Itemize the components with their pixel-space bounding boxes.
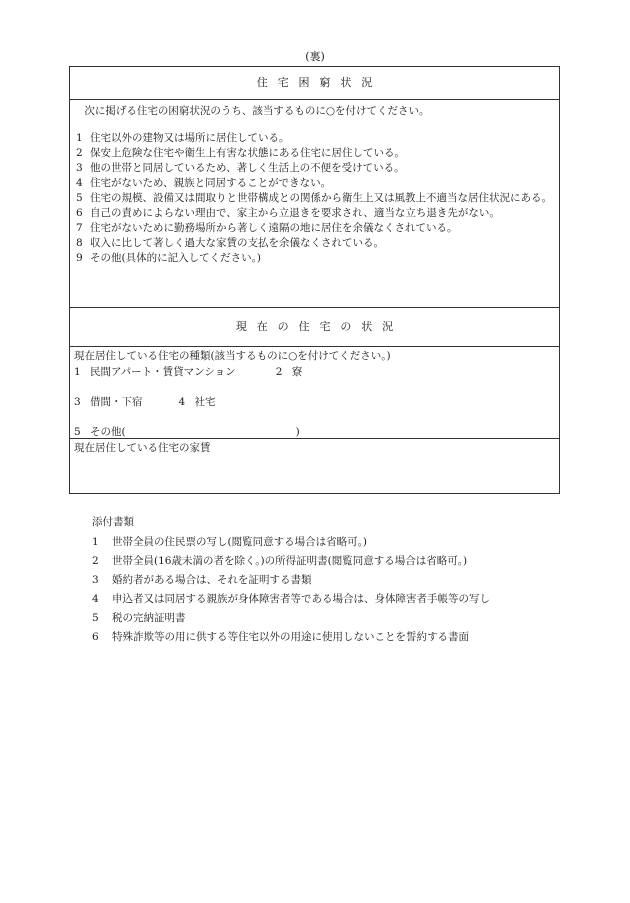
hardship-item[interactable] [76,176,553,191]
housing-type-prompt: 現在居住している住宅の種類(該当するものに○を付けてください。) [74,350,391,362]
attachment-number: 5 [92,612,99,624]
option-number: 2 [275,366,283,378]
housing-form-table [69,66,560,494]
hardship-item-text: 自己の責めによらない理由で、家主から立退きを要求され、適当な立ち退き先がない。 [90,206,500,219]
attachments-heading: 添付書類 [92,516,134,528]
option-label: その他( [90,426,126,438]
attachment-text: 税の完納証明書 [112,612,186,624]
attachment-text: 特殊詐欺等の用に供する等住宅以外の用途に使用しないことを誓約する書面 [112,631,469,643]
option-label: 借間・下宿 [90,396,143,408]
hardship-item-number: 3 [76,161,83,174]
option-number: 5 [74,426,81,438]
hardship-intro: 次に掲げる住宅の困窮状況のうち、該当するものに○を付けてください。 [84,105,430,117]
other-close-paren: ) [295,426,300,438]
housing-option-row [74,425,553,439]
rent-label: 現在居住している住宅の家賃 [74,442,211,454]
housing-option-dormitory[interactable] [276,365,303,379]
hardship-item-text: 住宅の規模、設備又は間取りと世帯構成との関係から衛生上又は風教上不適当な居住状況にある。 [90,191,552,204]
page-heading: (裏) [305,50,325,63]
hardship-item-number: 1 [76,131,83,144]
attachment-number: 2 [92,555,99,567]
housing-option-row [74,395,553,409]
hardship-item-number: 4 [76,176,83,189]
hardship-item-text: 住宅がないために勤務場所から著しく遠隔の地に居住を余儀なくされている。 [90,221,458,234]
attachment-text: 世帯全員(16歳未満の者を除く。)の所得証明書(閲覧同意する場合は省略可。) [112,555,468,567]
hardship-item[interactable] [76,236,553,251]
attachment-item [92,533,572,552]
attachment-number: 1 [92,536,99,548]
option-label: 民間アパート・賃貸マンション [90,366,236,378]
attachment-list [92,533,572,647]
housing-option-row [74,365,553,379]
option-label: 社宅 [194,396,216,408]
hardship-item-number: 8 [76,236,83,249]
attachments-section [92,514,572,647]
hardship-item-number: 5 [76,191,83,204]
attachment-text: 世帯全員の住民票の写し(閲覧同意する場合は省略可。) [112,536,367,548]
hardship-item[interactable] [76,221,553,236]
other-fill-blank[interactable] [126,425,296,439]
attachment-item [92,628,572,647]
hardship-item[interactable] [76,251,553,266]
hardship-item-number: 2 [76,146,83,159]
current-housing-section-title: 現在の住宅の状況 [70,308,559,347]
hardship-section-title: 住宅困窮状況 [70,67,559,100]
housing-option-private-rental[interactable] [74,365,236,379]
current-housing-type-body [70,347,559,439]
hardship-section-body [70,100,559,308]
attachment-number: 3 [92,574,99,586]
hardship-item-text: 収入に比して著しく過大な家賃の支払を余儀なくされている。 [90,236,384,249]
attachment-item [92,571,572,590]
hardship-item-number: 7 [76,221,83,234]
hardship-item[interactable] [76,191,553,206]
hardship-list [76,131,553,266]
hardship-item-number: 9 [76,251,83,264]
attachment-item [92,552,572,571]
attachment-text: 申込者又は同居する親族が身体障害者等である場合は、身体障害者手帳等の写し [112,593,490,605]
hardship-item-text: 住宅がないため、親族と同居することができない。 [90,176,332,189]
housing-option-company-housing[interactable] [179,395,216,409]
rent-field[interactable] [70,439,559,493]
attachment-item [92,590,572,609]
hardship-item[interactable] [76,131,553,146]
housing-option-lodging[interactable] [74,395,143,409]
housing-option-other[interactable] [74,425,300,439]
hardship-item[interactable] [76,146,553,161]
option-label: 寮 [291,366,303,378]
option-number: 4 [178,396,186,408]
option-number: 3 [74,396,81,408]
hardship-item-text: 保安上危険な住宅や衛生上有害な状態にある住宅に居住している。 [90,146,405,159]
hardship-item-text: 住宅以外の建物又は場所に居住している。 [90,131,290,144]
hardship-item-number: 6 [76,206,83,219]
hardship-item[interactable] [76,161,553,176]
attachment-number: 4 [92,593,99,605]
option-number: 1 [74,366,81,378]
hardship-item-text: 他の世帯と同居しているため、著しく生活上の不便を受けている。 [90,161,405,174]
attachment-text: 婚約者がある場合は、それを証明する書類 [112,574,312,586]
hardship-item[interactable] [76,206,553,221]
attachment-item [92,609,572,628]
attachment-number: 6 [92,631,99,643]
hardship-item-text: その他(具体的に記入してください。) [90,251,261,264]
